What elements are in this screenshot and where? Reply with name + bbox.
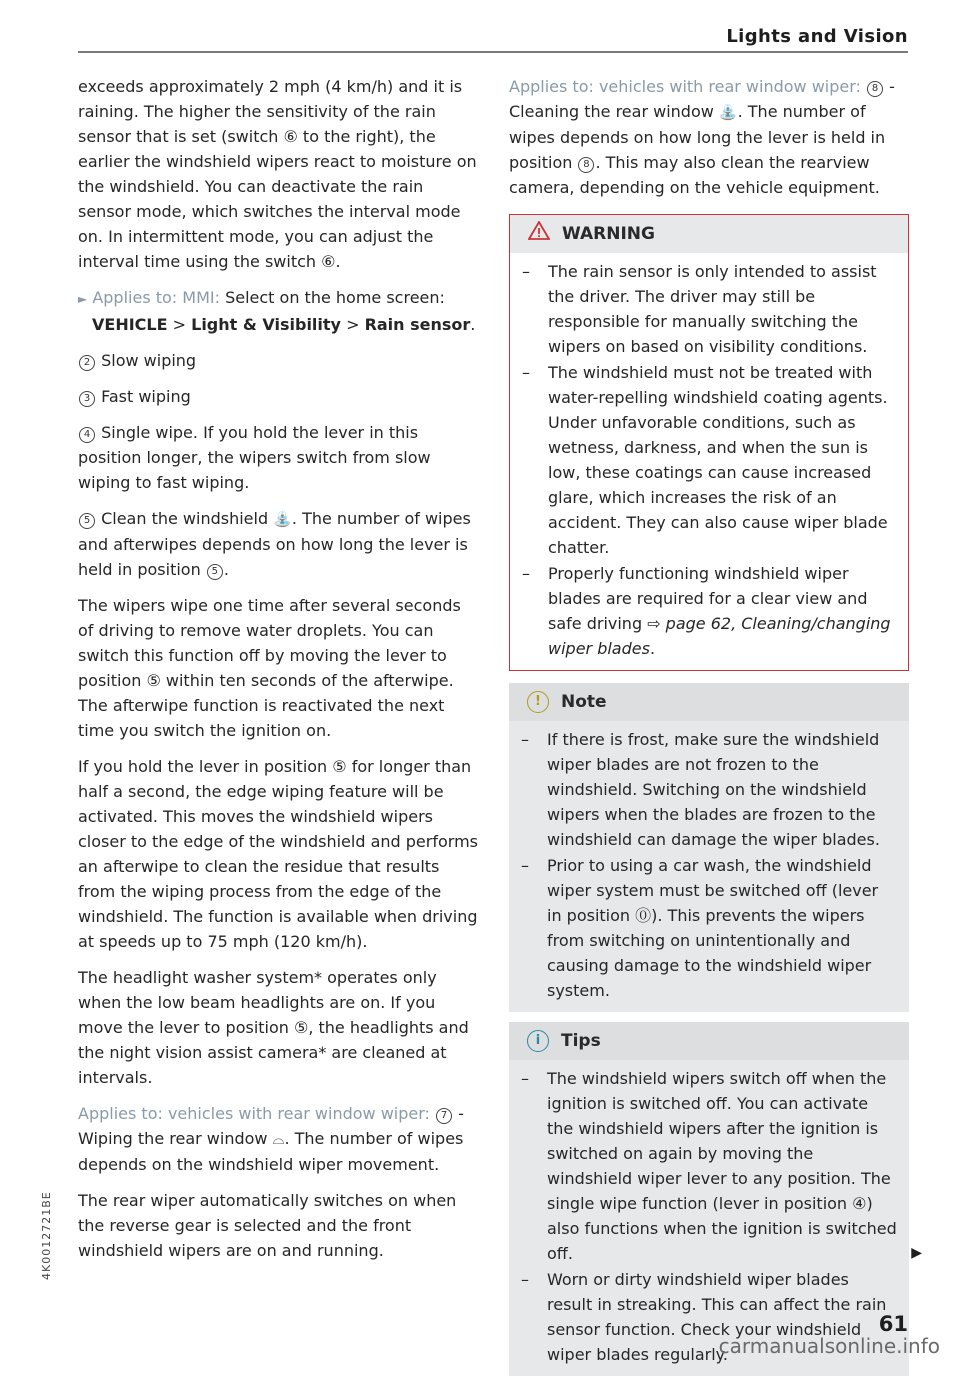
ref-circle-8: 8 xyxy=(867,81,883,97)
ref-circle-2: 2 xyxy=(79,355,95,371)
note-title: Note xyxy=(561,691,607,712)
warning-triangle-icon xyxy=(528,221,550,248)
watermark: carmanualsonline.info xyxy=(718,1334,940,1358)
right-column xyxy=(509,74,909,1376)
clean-text-b: . The number of wipes and afterwipes depends on how long the lever is held in position xyxy=(78,509,471,579)
warning-item3-text: Properly functioning windshield wiper blades are required for a clear view and safe driving xyxy=(548,564,868,633)
mmi-sep: > xyxy=(172,315,187,334)
warning-title: WARNING xyxy=(562,223,655,244)
paragraph-edge-wiping: If you hold the lever in position ⑤ for longer than half a second, the edge wiping feature will be activated. This moves the windshield wipers closer to the edge of the windshield and performs an afterwipe to clean the residue that results from the wiping process from the edge of the windshield. The function is available when driving at speeds up to 75 mph (120 km/h). xyxy=(78,757,478,951)
note-header xyxy=(509,683,909,721)
ref-circle-8: 8 xyxy=(578,157,594,173)
rear-text-b: . The number of wipes depends on the windshield wiper movement. xyxy=(78,1129,464,1174)
paragraph-rear-clean: Applies to: vehicles with rear window wiper: 8 - Cleaning the rear window ⛲. The number of wipes depends on how long the lever is held in position 8 . This may also clean the rearview camera, depending on the vehicle equipment. xyxy=(509,77,895,197)
warning-header xyxy=(510,215,908,253)
page-header-title: Lights and Vision xyxy=(726,26,908,47)
exclamation-circle-icon: ! xyxy=(527,691,549,713)
header-rule xyxy=(78,51,908,53)
mmi-text: Select on the home screen: xyxy=(225,288,445,307)
tips-item: – Worn or dirty windshield wiper blades result in streaking. This can affect the rain sensor function. Check your windshield wiper blades regularly. xyxy=(521,1267,897,1367)
paragraph-rear-auto: The rear wiper automatically switches on when the reverse gear is selected and the front windshield wipers are on and running. xyxy=(78,1191,457,1260)
info-circle-icon: i xyxy=(527,1030,549,1052)
ref-circle-4: 4 xyxy=(79,427,95,443)
note-item: – If there is frost, make sure the windshield wiper blades are not frozen to the windshield. Switching on the windshield wipers when the blades are frozen to the windshield can damage the wiper blades. xyxy=(521,727,897,852)
paragraph-rain-sensor: exceeds approximately 2 mph (4 km/h) and it is raining. The higher the sensitivity of the rain sensor that is set (switch ⑥ to the right), the earlier the windshield wipers react to moisture on the windshield. You can deactivate the rain sensor mode, which switches the interval mode on. In intermittent mode, you can adjust the interval time using the switch ⑥. xyxy=(78,77,477,271)
clean-text-a: Clean the windshield xyxy=(101,509,269,528)
rear-clean-text-b: . The number of wipes depends on how long the lever is held in position xyxy=(509,102,886,172)
warning-box xyxy=(509,214,909,671)
warning-item: – The rain sensor is only intended to assist the driver. The driver may still be responsible for manually switching the wipers on based on visibility conditions. xyxy=(522,259,896,359)
tips-box xyxy=(509,1022,909,1376)
applies-to-mmi: Applies to: MMI: xyxy=(92,288,220,307)
ref-circle-5: 5 xyxy=(207,564,223,580)
mmi-sep: > xyxy=(346,315,360,334)
left-column xyxy=(78,74,478,1274)
item-clean-windshield: 5 Clean the windshield ⛲. The number of wipes and afterwipes depends on how long the lever is held in position 5 . xyxy=(78,509,471,579)
paragraph-rear-wiper: Applies to: vehicles with rear window wiper: 7 - Wiping the rear window ⌓. The number of wipes depends on the windshield wiper movement. xyxy=(78,1104,464,1174)
slow-text: Slow wiping xyxy=(101,351,197,370)
washer-icon: ⛲ xyxy=(273,510,292,528)
rear-text-a: Wiping the rear window xyxy=(78,1129,268,1148)
ref-circle-5: 5 xyxy=(79,513,95,529)
document-code: 4K0012721BE xyxy=(40,1191,53,1280)
warning-item: – The windshield must not be treated with water-repelling windshield coating agents. Under unfavorable conditions, such as wetness, darkness, and when the sun is low, these coatings can cause increased glare, which increases the risk of an accident. They can also cause wiper blade chatter. xyxy=(522,360,896,560)
single-text: Single wipe. If you hold the lever in this position longer, the wipers switch from slow wiping to fast wiping. xyxy=(78,423,431,492)
fast-text: Fast wiping xyxy=(101,387,191,406)
page-number: 61 xyxy=(878,1312,908,1336)
mmi-instruction: ► Applies to: MMI: Select on the home screen: VEHICLE > Light & Visibility > Rain sensor. xyxy=(78,288,476,334)
rear-wiper-icon: ⌓ xyxy=(272,1130,285,1148)
mmi-path-vehicle: VEHICLE xyxy=(92,315,168,334)
note-box xyxy=(509,683,909,1012)
mmi-path-light: Light & Visibility xyxy=(191,315,341,334)
rear-clean-text-c: . This may also clean the rearview camera, depending on the vehicle equipment. xyxy=(509,153,880,197)
ref-circle-7: 7 xyxy=(436,1108,452,1124)
applies-to-rear: Applies to: vehicles with rear window wiper: xyxy=(78,1104,430,1123)
applies-to-rear-clean: Applies to: vehicles with rear window wiper: xyxy=(509,77,861,96)
tips-header xyxy=(509,1022,909,1060)
rear-washer-icon: ⛲ xyxy=(718,103,738,121)
warning-item xyxy=(522,561,896,661)
rear-clean-text-a: Cleaning the rear window xyxy=(509,102,714,121)
tips-title: Tips xyxy=(561,1030,601,1051)
arrow-icon: ► xyxy=(78,292,88,306)
paragraph-headlight-washer: The headlight washer system* operates only when the low beam headlights are on. If you move the lever to position ⑤, the headlights and the night vision assist camera* are cleaned at intervals. xyxy=(78,968,469,1087)
ref-circle-3: 3 xyxy=(79,391,95,407)
tips-item: – The windshield wipers switch off when the ignition is switched off. You can activate the windshield wipers after the ignition is switched on again by moving the windshield wiper lever to any position. The single wipe function (lever in position ④) also functions when the ignition is switched off. xyxy=(521,1066,897,1266)
warning-item3-end: . xyxy=(649,639,656,658)
item-fast-wiping xyxy=(78,384,478,409)
paragraph-afterwipe: The wipers wipe one time after several seconds of driving to remove water droplets. You can switch this function off by moving the lever to position ⑤ within ten seconds of the afterwipe. The afterwipe function is reactivated the next time you switch the ignition on. xyxy=(78,596,461,740)
page-reference-link[interactable]: ⇨ page 62, Cleaning/changing wiper blades xyxy=(548,614,891,658)
note-item: – Prior to using a car wash, the windshield wiper system must be switched off (lever in position ⓪). This prevents the wipers from switching on unintentionally and causing damage to the windshield wiper system. xyxy=(521,853,897,1003)
item-single-wipe xyxy=(78,420,478,495)
continue-arrow-icon: ▶ xyxy=(911,1245,922,1261)
mmi-path-rain: Rain sensor xyxy=(364,315,471,334)
item-slow-wiping xyxy=(78,348,478,373)
